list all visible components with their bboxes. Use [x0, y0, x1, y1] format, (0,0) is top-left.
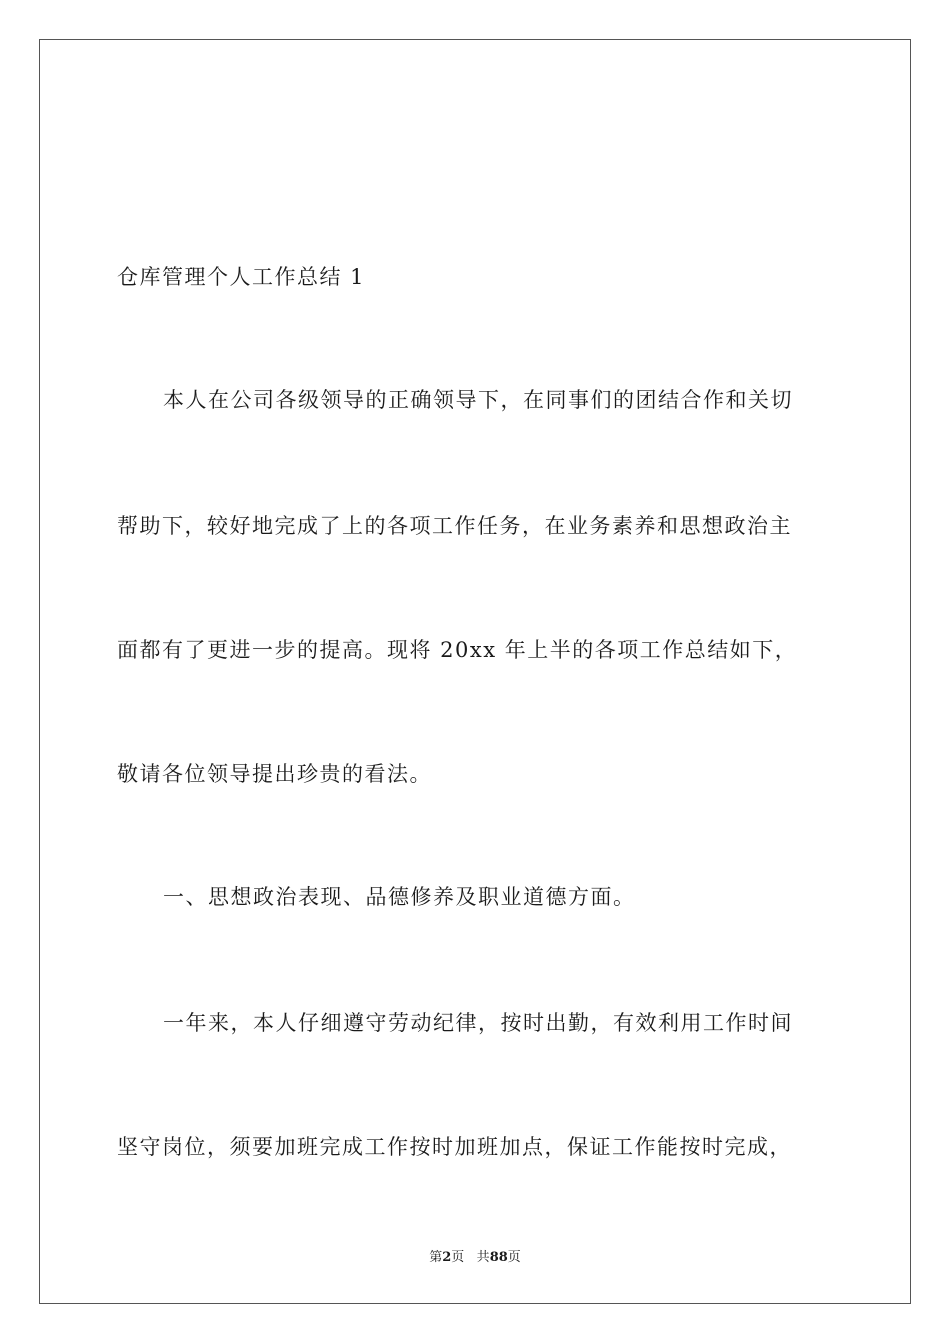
paragraph-line-6: 一年来，本人仔细遵守劳动纪律，按时出勤，有效利用工作时间 [163, 1011, 793, 1035]
page-suffix: 页 [451, 1250, 465, 1265]
current-page-number: 2 [442, 1250, 452, 1265]
page-border [39, 39, 911, 1304]
total-page-number: 88 [489, 1250, 508, 1265]
total-suffix: 页 [507, 1250, 521, 1265]
paragraph-line-2: 帮助下，较好地完成了上的各项工作任务，在业务素养和思想政治主 [117, 514, 792, 538]
page-prefix: 第 [429, 1250, 443, 1265]
paragraph-line-1: 本人在公司各级领导的正确领导下，在同事们的团结合作和关切 [163, 388, 793, 412]
page-footer [0, 1246, 950, 1265]
paragraph-line-7: 坚守岗位，须要加班完成工作按时加班加点，保证工作能按时完成， [117, 1135, 792, 1159]
paragraph-line-4: 敬请各位领导提出珍贵的看法。 [117, 762, 432, 786]
total-prefix: 共 [476, 1250, 490, 1265]
document-title: 仓库管理个人工作总结 1 [117, 265, 366, 289]
paragraph-line-3: 面都有了更进一步的提高。现将 20xx 年上半的各项工作总结如下， [117, 638, 798, 662]
section-heading: 一、思想政治表现、品德修养及职业道德方面。 [163, 885, 636, 909]
